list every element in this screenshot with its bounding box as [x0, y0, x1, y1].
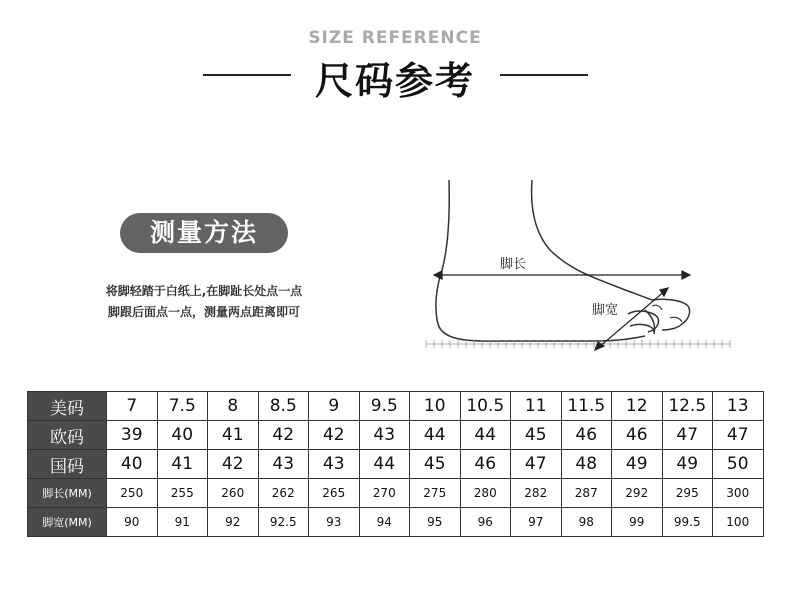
table-cell: 255: [157, 479, 208, 508]
table-cell: 43: [309, 450, 360, 479]
table-cell: 44: [460, 421, 511, 450]
table-cell: 42: [309, 421, 360, 450]
table-row: [28, 450, 764, 479]
table-cell: 93: [309, 508, 360, 537]
table-row: [28, 392, 764, 421]
width-label: 脚宽: [592, 303, 619, 318]
row-header: 脚宽(MM): [28, 508, 107, 537]
table-cell: 46: [460, 450, 511, 479]
table-cell: 12.5: [662, 392, 713, 421]
table-cell: 40: [107, 450, 158, 479]
table-cell: 9: [309, 392, 360, 421]
foot-diagram: [420, 178, 740, 358]
table-cell: 287: [561, 479, 612, 508]
table-cell: 44: [359, 450, 410, 479]
table-cell: 97: [511, 508, 562, 537]
table-cell: 11.5: [561, 392, 612, 421]
table-cell: 98: [561, 508, 612, 537]
table-cell: 46: [612, 421, 663, 450]
method-line-1: 将脚轻踏于白纸上,在脚趾长处点一点: [105, 284, 303, 298]
row-header: 美码: [28, 392, 107, 421]
table-cell: 45: [511, 421, 562, 450]
page-header: [0, 28, 790, 103]
table-cell: 280: [460, 479, 511, 508]
table-cell: 270: [359, 479, 410, 508]
table-cell: 7.5: [157, 392, 208, 421]
table-cell: 250: [107, 479, 158, 508]
table-cell: 12: [612, 392, 663, 421]
size-table: [27, 391, 764, 537]
table-cell: 40: [157, 421, 208, 450]
table-cell: 100: [713, 508, 764, 537]
table-cell: 49: [612, 450, 663, 479]
table-cell: 42: [258, 421, 309, 450]
table-cell: 48: [561, 450, 612, 479]
page-title: 尺码参考: [314, 59, 475, 103]
table-cell: 94: [359, 508, 410, 537]
length-label: 脚长: [500, 257, 527, 272]
row-header: 欧码: [28, 421, 107, 450]
table-cell: 7: [107, 392, 158, 421]
method-badge: 测量方法: [120, 213, 288, 253]
row-header: 国码: [28, 450, 107, 479]
table-cell: 45: [410, 450, 461, 479]
table-cell: 8: [208, 392, 259, 421]
table-cell: 262: [258, 479, 309, 508]
table-cell: 275: [410, 479, 461, 508]
table-cell: 43: [359, 421, 410, 450]
title-row: [0, 50, 790, 103]
table-cell: 47: [662, 421, 713, 450]
table-cell: 11: [511, 392, 562, 421]
table-cell: 47: [713, 421, 764, 450]
table-cell: 99.5: [662, 508, 713, 537]
page-subtitle: SIZE REFERENCE: [308, 28, 482, 48]
table-cell: 44: [410, 421, 461, 450]
table-cell: 91: [157, 508, 208, 537]
table-cell: 8.5: [258, 392, 309, 421]
foot-outline: [436, 180, 690, 341]
table-cell: 42: [208, 450, 259, 479]
table-cell: 282: [511, 479, 562, 508]
table-cell: 300: [713, 479, 764, 508]
width-arrow: [595, 288, 668, 350]
table-row: [28, 479, 764, 508]
title-divider-right: [500, 74, 588, 76]
table-cell: 95: [410, 508, 461, 537]
table-cell: 13: [713, 392, 764, 421]
table-cell: 99: [612, 508, 663, 537]
table-row: [28, 421, 764, 450]
table-cell: 46: [561, 421, 612, 450]
table-cell: 265: [309, 479, 360, 508]
table-cell: 9.5: [359, 392, 410, 421]
table-cell: 39: [107, 421, 158, 450]
table-cell: 41: [208, 421, 259, 450]
table-cell: 50: [713, 450, 764, 479]
table-cell: 10: [410, 392, 461, 421]
table-cell: 47: [511, 450, 562, 479]
method-instructions: [80, 281, 328, 323]
table-row: [28, 508, 764, 537]
table-cell: 92: [208, 508, 259, 537]
row-header: 脚长(MM): [28, 479, 107, 508]
table-cell: 90: [107, 508, 158, 537]
length-arrow: [434, 271, 690, 279]
table-cell: 92.5: [258, 508, 309, 537]
method-line-2: 脚跟后面点一点，测量两点距离即可: [107, 305, 300, 319]
table-cell: 260: [208, 479, 259, 508]
table-cell: 43: [258, 450, 309, 479]
table-cell: 41: [157, 450, 208, 479]
table-cell: 10.5: [460, 392, 511, 421]
table-cell: 49: [662, 450, 713, 479]
table-cell: 96: [460, 508, 511, 537]
table-cell: 292: [612, 479, 663, 508]
table-cell: 295: [662, 479, 713, 508]
